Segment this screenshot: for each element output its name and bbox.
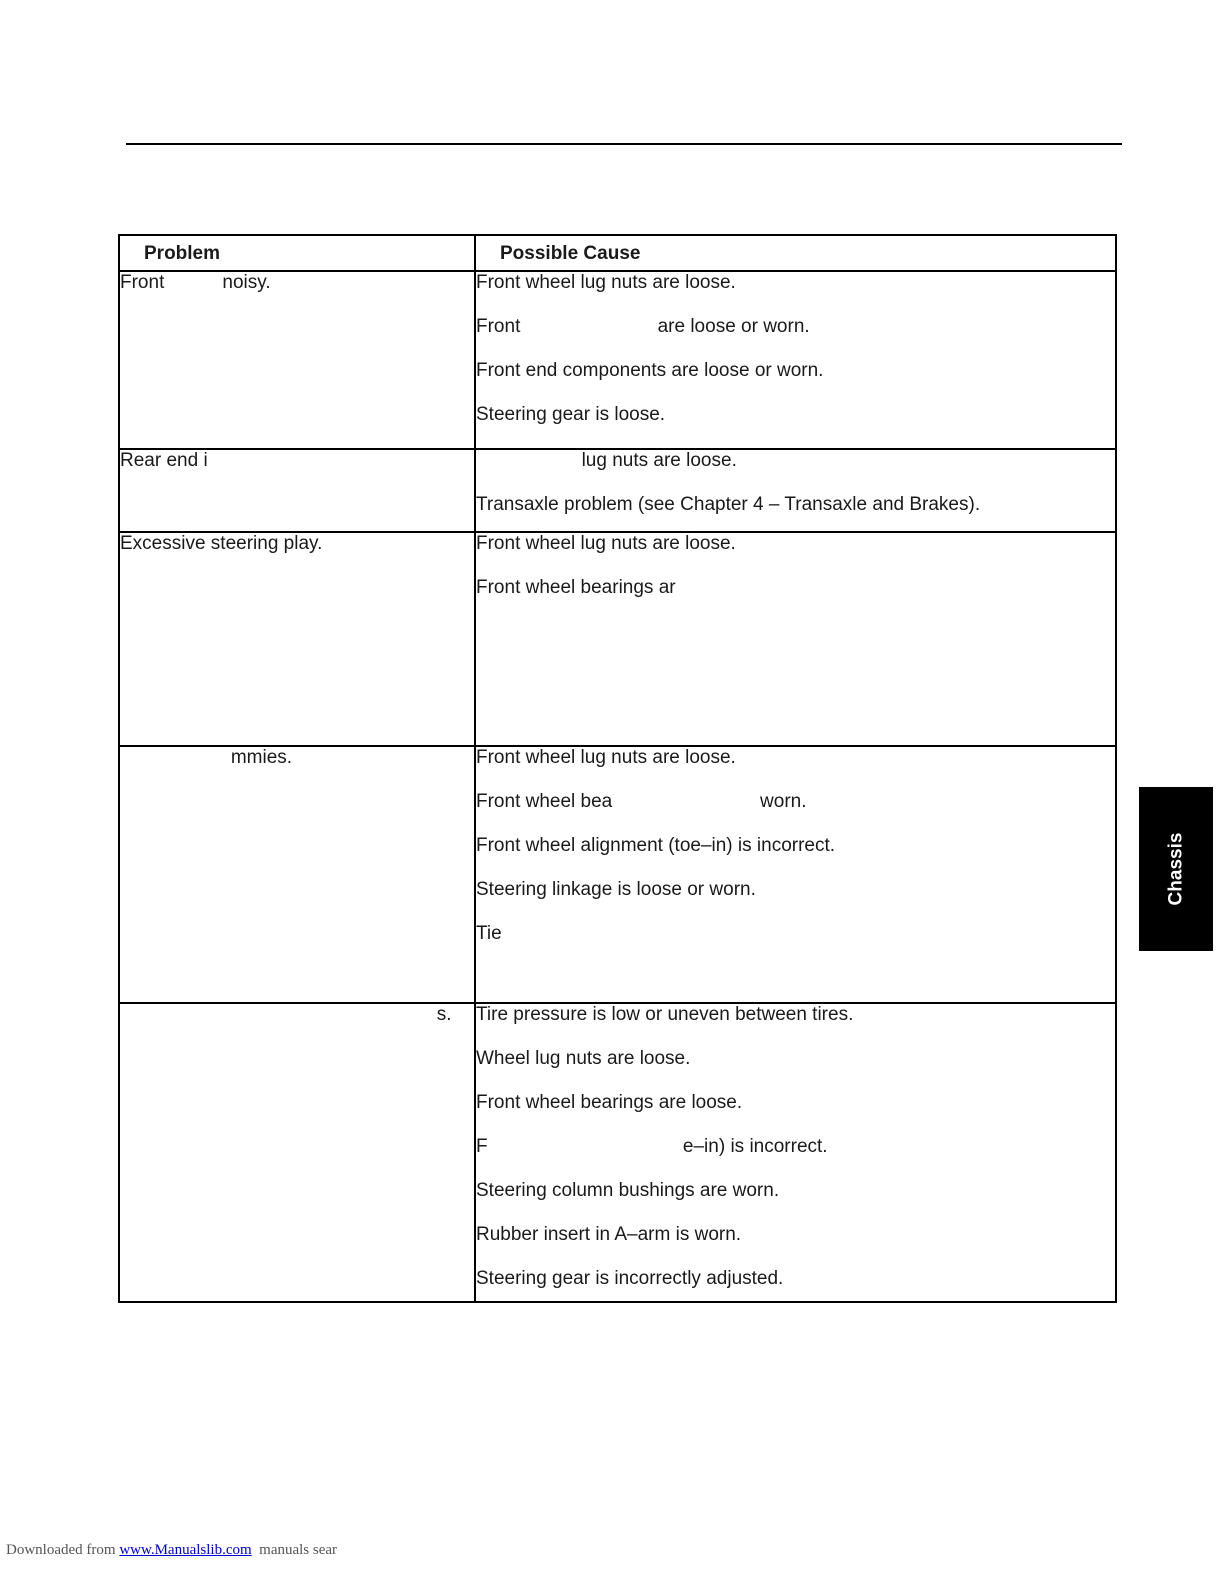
table-row xyxy=(119,1003,1116,1302)
problem-text: mmies. xyxy=(120,747,293,768)
footer-prefix: Downloaded from xyxy=(6,1542,120,1558)
cause-item: Front wheel lug nuts are loose. xyxy=(476,533,736,554)
cause-item: Front end components are loose or worn. xyxy=(476,360,824,381)
cause-item: Steering column bushings are worn. xyxy=(476,1180,780,1201)
troubleshooting-table xyxy=(118,234,1117,1303)
header-rule xyxy=(126,143,1122,145)
header-possible-cause: Possible Cause xyxy=(475,235,1116,271)
table-row xyxy=(119,271,1116,449)
cause-item: Steering gear is incorrectly adjusted. xyxy=(476,1268,784,1289)
cause-cell xyxy=(475,449,1116,532)
cause-item: Front wheel alignment (toe–in) is incorrect. xyxy=(476,835,836,856)
cause-cell xyxy=(475,271,1116,449)
problem-text: Front noisy. xyxy=(120,272,271,293)
problem-text: Excessive steering play. xyxy=(120,533,323,554)
cause-item: Front wheel lug nuts are loose. xyxy=(476,272,736,293)
cause-item: Front wheel bearings ar xyxy=(476,577,676,598)
download-footer xyxy=(6,1542,337,1559)
problem-text: s. xyxy=(120,1004,452,1025)
table-row xyxy=(119,746,1116,1003)
cause-cell xyxy=(475,746,1116,1003)
footer-suffix: manuals sear xyxy=(251,1542,338,1558)
cause-cell xyxy=(475,1003,1116,1302)
cause-item: lug nuts are loose. xyxy=(476,450,737,471)
table-header-row xyxy=(119,235,1116,271)
problem-text: Rear end i xyxy=(120,450,208,471)
chapter-side-tab-label: Chassis xyxy=(1165,832,1186,906)
cause-item: Rubber insert in A–arm is worn. xyxy=(476,1224,742,1245)
cause-item: Tire pressure is low or uneven between tires. xyxy=(476,1004,854,1025)
manualslib-link[interactable]: www.Manualslib.com xyxy=(119,1542,252,1558)
cause-item: Front are loose or worn. xyxy=(476,316,810,337)
chapter-side-tab xyxy=(1139,787,1213,951)
cause-item: F e–in) is incorrect. xyxy=(476,1136,828,1157)
problem-cell xyxy=(119,746,475,1003)
cause-item: Front wheel bearings are loose. xyxy=(476,1092,743,1113)
cause-item: Wheel lug nuts are loose. xyxy=(476,1048,691,1069)
problem-cell xyxy=(119,449,475,532)
cause-item: Steering linkage is loose or worn. xyxy=(476,879,756,900)
cause-item: Front wheel lug nuts are loose. xyxy=(476,747,736,768)
table-row xyxy=(119,532,1116,746)
cause-item: Front wheel bea worn. xyxy=(476,791,807,812)
cause-item: Tie xyxy=(476,923,502,944)
table-row xyxy=(119,449,1116,532)
cause-item: Steering gear is loose. xyxy=(476,404,666,425)
header-problem: Problem xyxy=(119,235,475,271)
problem-cell xyxy=(119,271,475,449)
cause-cell xyxy=(475,532,1116,746)
problem-cell xyxy=(119,1003,475,1302)
cause-item: Transaxle problem (see Chapter 4 – Transaxle and Brakes). xyxy=(476,494,981,515)
problem-cell xyxy=(119,532,475,746)
